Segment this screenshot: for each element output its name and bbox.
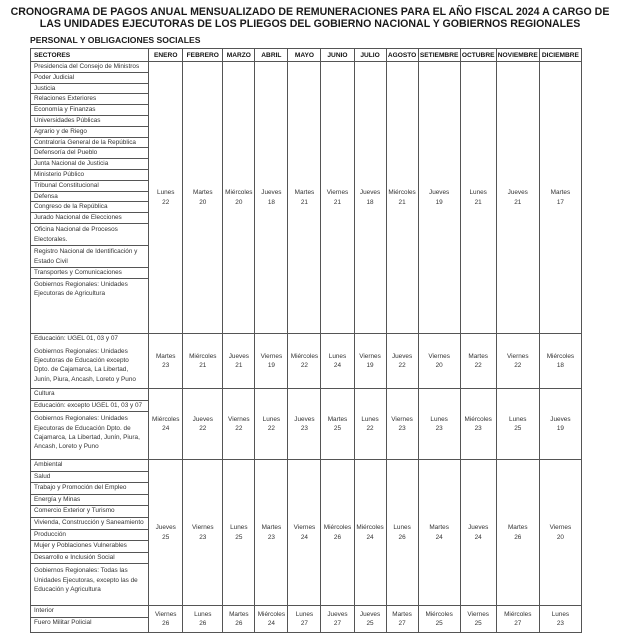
day-number: 25: [435, 620, 443, 627]
weekday-label: Jueves: [507, 189, 528, 196]
payment-date-cell: [255, 389, 288, 460]
day-number: 19: [366, 362, 374, 369]
sector-name: Desarrollo e Inclusión Social: [31, 553, 148, 565]
payment-date-cell: [288, 334, 321, 389]
payment-date-cell: [539, 460, 581, 606]
payment-date-cell: [255, 62, 288, 334]
weekday-label: Jueves: [261, 189, 282, 196]
weekday-label: Martes: [327, 415, 348, 423]
payment-date-cell: [354, 389, 386, 460]
payment-date-cell: [149, 334, 183, 389]
day-number: 27: [398, 620, 406, 627]
payment-date-cell: [288, 62, 321, 334]
payment-date-cell: [539, 62, 581, 334]
sector-name: Vivienda, Construcción y Saneamiento: [31, 518, 148, 530]
weekday-label: Miércoles: [356, 524, 384, 531]
weekday-label: Martes: [294, 189, 315, 196]
day-number: 23: [474, 425, 482, 432]
payment-date-cell: [418, 62, 460, 334]
column-header-month: OCTUBRE: [460, 49, 496, 62]
payment-date-cell: [183, 62, 223, 334]
payment-date-cell: [386, 460, 418, 606]
column-header-month: ABRIL: [255, 49, 288, 62]
day-number: 24: [300, 533, 308, 541]
day-number: 20: [556, 533, 564, 541]
sector-name: Cultura: [31, 389, 148, 401]
day-number: 21: [398, 198, 406, 206]
sector-name: Universidades Públicas: [31, 116, 148, 127]
weekday-label: Jueves: [391, 352, 413, 360]
day-number: 24: [333, 362, 342, 369]
sector-name: Mujer y Poblaciones Vulnerables: [31, 541, 148, 553]
weekday-label: Martes: [429, 524, 449, 531]
section-subtitle: PERSONAL Y OBLIGACIONES SOCIALES: [30, 35, 201, 45]
payment-date-cell: [183, 334, 223, 389]
payment-date-cell: [288, 606, 321, 633]
weekday-label: Lunes: [230, 524, 248, 531]
weekday-label: Viernes: [467, 610, 489, 618]
day-number: 26: [398, 533, 406, 541]
payment-date-cell: [460, 606, 496, 633]
weekday-label: Martes: [392, 610, 412, 618]
sectors-cell: [31, 62, 149, 334]
day-number: 21: [300, 198, 308, 206]
day-number: 27: [300, 620, 308, 627]
day-number: 22: [199, 425, 207, 432]
weekday-label: Miércoles: [323, 524, 352, 531]
day-number: 22: [162, 198, 170, 206]
payment-date-cell: [255, 606, 288, 633]
weekday-label: Miércoles: [504, 610, 532, 618]
sector-name: Defensa: [31, 192, 148, 203]
weekday-label: Jueves: [228, 352, 249, 360]
weekday-label: Viernes: [293, 524, 316, 531]
payment-date-cell: [539, 334, 581, 389]
column-header-month: MARZO: [223, 49, 255, 62]
sector-name: Trabajo y Promoción del Empleo: [31, 483, 148, 495]
payment-date-cell: [255, 334, 288, 389]
weekday-label: Lunes: [295, 610, 314, 618]
payment-date-cell: [183, 606, 223, 633]
sector-name: Poder Judicial: [31, 73, 148, 84]
day-number: 19: [267, 362, 275, 369]
payment-date-cell: [149, 606, 183, 633]
sectors-cell: [31, 460, 149, 606]
column-header-month: JUNIO: [321, 49, 354, 62]
schedule-block-row: [31, 334, 582, 389]
day-number: 24: [162, 425, 170, 432]
weekday-label: Viernes: [359, 352, 381, 360]
day-number: 19: [556, 425, 564, 432]
weekday-label: Lunes: [194, 610, 212, 618]
sector-name: Transportes y Comunicaciones: [31, 268, 148, 279]
sector-name: Tribunal Constitucional: [31, 181, 148, 192]
sector-name: Agrario y de Riego: [31, 127, 148, 138]
payment-date-cell: [460, 334, 496, 389]
day-number: 25: [514, 425, 522, 432]
day-number: 26: [235, 620, 243, 627]
day-number: 27: [514, 620, 522, 627]
payment-date-cell: [183, 460, 223, 606]
day-number: 25: [366, 620, 374, 627]
weekday-label: Miércoles: [425, 610, 453, 618]
sectors-cell: [31, 334, 149, 389]
weekday-label: Jueves: [359, 189, 381, 196]
day-number: 24: [474, 533, 482, 541]
weekday-label: Martes: [261, 524, 282, 531]
day-number: 21: [199, 362, 207, 369]
payment-date-cell: [223, 606, 255, 633]
payment-date-cell: [496, 334, 539, 389]
payment-date-cell: [460, 389, 496, 460]
payment-date-cell: [223, 389, 255, 460]
weekday-label: Lunes: [551, 610, 570, 618]
payment-date-cell: [321, 389, 354, 460]
payment-date-cell: [496, 606, 539, 633]
weekday-label: Martes: [193, 189, 213, 196]
sector-name: Interior: [31, 606, 148, 618]
payment-date-cell: [354, 460, 386, 606]
day-number: 23: [162, 362, 170, 369]
weekday-label: Viernes: [549, 524, 572, 531]
column-header-month: MAYO: [288, 49, 321, 62]
payment-date-cell: [354, 62, 386, 334]
day-number: 25: [474, 620, 482, 627]
day-number: 22: [398, 362, 406, 369]
day-number: 22: [514, 362, 522, 369]
payment-date-cell: [354, 606, 386, 633]
sector-name: Producción: [31, 530, 148, 542]
header-row: [31, 49, 582, 62]
weekday-label: Jueves: [429, 189, 450, 196]
payment-date-cell: [386, 606, 418, 633]
sector-name: Ambiental: [31, 460, 148, 472]
payment-date-cell: [539, 389, 581, 460]
day-number: 20: [435, 362, 443, 369]
sector-name: Educación: UGEL 01, 03 y 07: [34, 335, 118, 342]
weekday-label: Lunes: [393, 524, 411, 531]
payment-date-cell: [223, 334, 255, 389]
schedule-block-row: [31, 606, 582, 633]
day-number: 26: [199, 620, 207, 627]
payment-date-cell: [321, 606, 354, 633]
weekday-label: Miércoles: [388, 189, 416, 196]
weekday-label: Lunes: [157, 189, 175, 196]
day-number: 22: [235, 425, 243, 432]
sector-name: Presidencia del Consejo de Ministros: [31, 62, 148, 73]
weekday-label: Jueves: [359, 610, 381, 618]
payment-date-cell: [460, 460, 496, 606]
column-header-month: AGOSTO: [386, 49, 418, 62]
weekday-label: Miércoles: [152, 415, 180, 423]
weekday-label: Miércoles: [257, 610, 286, 618]
payment-date-cell: [321, 62, 354, 334]
day-number: 27: [333, 620, 342, 627]
column-header-month: ENERO: [149, 49, 183, 62]
day-number: 21: [333, 198, 342, 206]
sectors-cell: [31, 606, 149, 633]
column-header-month: SETIEMBRE: [418, 49, 460, 62]
weekday-label: Viernes: [391, 415, 413, 423]
payment-schedule-table: [30, 48, 582, 633]
sector-name: Fuero Militar Policial: [34, 618, 92, 626]
schedule-block-row: [31, 460, 582, 606]
day-number: 18: [267, 198, 275, 206]
weekday-label: Viernes: [506, 352, 529, 360]
day-number: 23: [267, 533, 275, 541]
payment-date-cell: [418, 389, 460, 460]
weekday-label: Miércoles: [290, 352, 319, 360]
weekday-label: Jueves: [468, 524, 489, 531]
day-number: 25: [235, 533, 243, 541]
payment-date-cell: [460, 62, 496, 334]
sector-name: Gobiernos Regionales: Unidades Ejecutoras de Educación excepto Dpto. de Cajamarca, La Libertad, Junín, Piura, Ancash, Loreto y Puno: [34, 347, 136, 383]
weekday-label: Jueves: [327, 610, 348, 618]
weekday-label: Miércoles: [225, 189, 253, 196]
sector-name: Gobiernos Regionales: Unidades Ejecutoras de Educación Dpto. de Cajamarca, La Libertad, Junín, Piura, Ancash, Loreto y Puno: [34, 415, 140, 451]
payment-date-cell: [386, 334, 418, 389]
column-header-sectores: SECTORES: [31, 49, 149, 62]
sector-name: Energía y Minas: [31, 495, 148, 507]
weekday-label: Lunes: [509, 415, 527, 423]
sector-name: Educación: excepto UGEL 01, 03 y 07: [31, 401, 148, 413]
column-header-month: NOVIEMBRE: [496, 49, 539, 62]
sector-name: Congreso de la República: [31, 202, 148, 213]
sectors-cell: [31, 389, 149, 460]
day-number: 22: [366, 425, 374, 432]
day-number: 22: [267, 425, 275, 432]
weekday-label: Viernes: [428, 352, 450, 360]
payment-date-cell: [496, 460, 539, 606]
day-number: 18: [556, 362, 564, 369]
day-number: 23: [199, 533, 207, 541]
day-number: 24: [366, 533, 374, 541]
weekday-label: Jueves: [155, 524, 176, 531]
weekday-label: Jueves: [550, 415, 571, 423]
payment-date-cell: [418, 606, 460, 633]
day-number: 21: [235, 362, 243, 369]
sector-name: Junta Nacional de Justicia: [31, 159, 148, 170]
day-number: 23: [556, 620, 564, 627]
day-number: 24: [435, 533, 443, 541]
sector-name: Salud: [31, 472, 148, 484]
sector-name: Registro Nacional de Identificación y Estado Civil: [31, 246, 148, 268]
weekday-label: Martes: [229, 610, 249, 618]
payment-date-cell: [418, 460, 460, 606]
weekday-label: Viernes: [228, 415, 250, 423]
payment-date-cell: [288, 389, 321, 460]
day-number: 17: [556, 198, 564, 206]
day-number: 21: [514, 198, 522, 206]
weekday-label: Lunes: [328, 352, 347, 360]
page-title: CRONOGRAMA DE PAGOS ANUAL MENSUALIZADO DE REMUNERACIONES PARA EL AÑO FISCAL 2024 A CARGO DE LAS UNIDADES EJECUTORAS DE LOS PLIEGOS DEL GOBIERNO NACIONAL Y GOBIERNOS REGIONALES: [10, 6, 610, 30]
weekday-label: Viernes: [326, 189, 349, 196]
weekday-label: Martes: [550, 189, 571, 196]
weekday-label: Viernes: [154, 610, 177, 618]
payment-date-cell: [496, 389, 539, 460]
sector-name: Economía y Finanzas: [31, 105, 148, 116]
payment-date-cell: [288, 460, 321, 606]
payment-date-cell: [223, 62, 255, 334]
weekday-label: Martes: [155, 352, 176, 360]
day-number: 23: [300, 425, 308, 432]
payment-date-cell: [418, 334, 460, 389]
weekday-label: Lunes: [361, 415, 379, 423]
sector-name: Contraloría General de la República: [31, 138, 148, 149]
payment-date-cell: [321, 334, 354, 389]
payment-date-cell: [354, 334, 386, 389]
sector-name: Ministerio Público: [31, 170, 148, 181]
day-number: 22: [474, 362, 482, 369]
day-number: 20: [235, 198, 243, 206]
weekday-label: Miércoles: [464, 415, 492, 423]
day-number: 23: [435, 425, 443, 432]
sector-name: Jurado Nacional de Elecciones: [31, 213, 148, 224]
day-number: 23: [398, 425, 406, 432]
column-header-month: FEBRERO: [183, 49, 223, 62]
sector-name: Gobiernos Regionales: Unidades Ejecutoras de Agricultura: [34, 280, 128, 298]
weekday-label: Viernes: [192, 524, 214, 531]
day-number: 21: [474, 198, 482, 206]
payment-date-cell: [183, 389, 223, 460]
sector-name: Comercio Exterior y Turismo: [31, 506, 148, 518]
payment-date-cell: [149, 62, 183, 334]
schedule-block-row: [31, 389, 582, 460]
weekday-label: Martes: [468, 352, 488, 360]
weekday-label: Martes: [507, 524, 528, 531]
day-number: 26: [162, 620, 170, 627]
weekday-label: Miércoles: [189, 352, 217, 360]
payment-date-cell: [539, 606, 581, 633]
weekday-label: Lunes: [469, 189, 487, 196]
payment-date-cell: [386, 389, 418, 460]
column-header-month: DICIEMBRE: [539, 49, 581, 62]
payment-date-cell: [386, 62, 418, 334]
sector-name: Justicia: [31, 84, 148, 95]
payment-date-cell: [255, 460, 288, 606]
day-number: 19: [435, 198, 443, 206]
weekday-label: Miércoles: [546, 352, 575, 360]
day-number: 26: [333, 533, 342, 541]
payment-date-cell: [149, 460, 183, 606]
day-number: 24: [267, 620, 275, 627]
day-number: 26: [514, 533, 522, 541]
day-number: 25: [333, 425, 342, 432]
weekday-label: Viernes: [260, 352, 283, 360]
column-header-month: JULIO: [354, 49, 386, 62]
payment-date-cell: [149, 389, 183, 460]
weekday-label: Jueves: [294, 415, 315, 423]
sector-name: Defensoría del Pueblo: [31, 148, 148, 159]
day-number: 18: [366, 198, 374, 206]
day-number: 25: [162, 533, 170, 541]
weekday-label: Lunes: [430, 415, 448, 423]
day-number: 22: [300, 362, 308, 369]
weekday-label: Lunes: [262, 415, 281, 423]
day-number: 20: [199, 198, 207, 206]
sector-name: Gobiernos Regionales: Todas las Unidades Ejecutoras, excepto las de Educación y Agricultura: [34, 567, 138, 594]
payment-date-cell: [321, 460, 354, 606]
payment-date-cell: [496, 62, 539, 334]
schedule-block-row: [31, 62, 582, 334]
sector-name: Oficina Nacional de Procesos Electorales.: [31, 224, 148, 246]
payment-date-cell: [223, 460, 255, 606]
weekday-label: Jueves: [192, 415, 213, 423]
sector-name: Relaciones Exteriores: [31, 94, 148, 105]
